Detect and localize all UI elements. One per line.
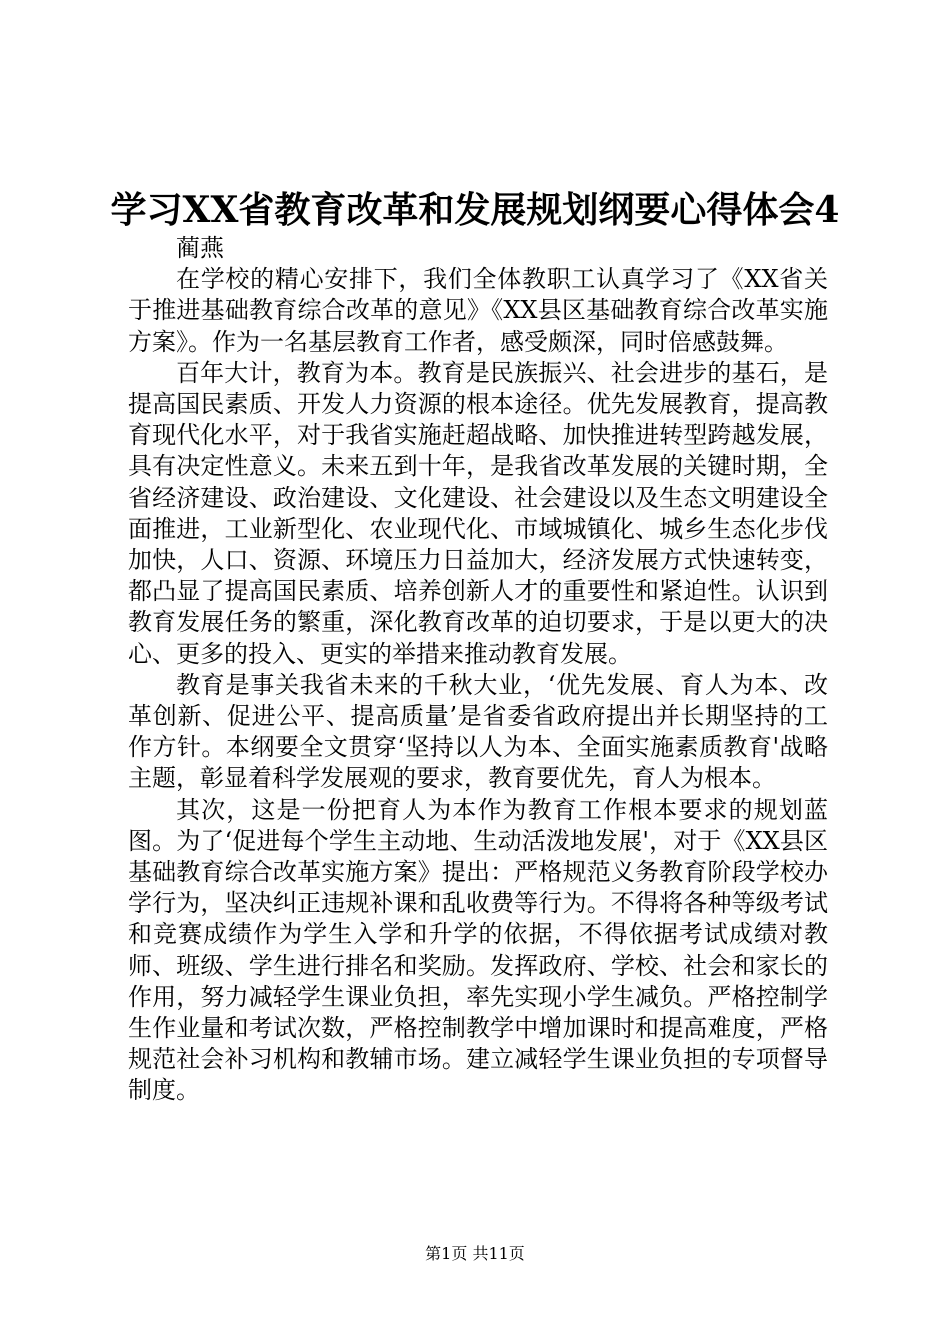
page-footer: 第1页 共11页 [425,1244,525,1263]
paragraph-2: 百年大计，教育为本。教育是民族振兴、社会进步的基石，是提高国民素质、开发人力资源的根本途径。优先发展教育，提高教育现代化水平，对于我省实施赶超战略、加快推进转型跨越发展，具有决定性意义。未来五到十年，是我省改革发展的关键时期，全省经济建设、政治建设、文化建设、社会建设以及生态文明建设全面推进，工业新型化、农业现代化、市域城镇化、城乡生态化步伐加快，人口、资源、环境压力日益加大，经济发展方式快速转变，都凸显了提高国民素质、培养创新人才的重要性和紧迫性。认识到教育发展任务的繁重，深化教育改革的迫切要求，于是以更大的决心、更多的投入、更实的举措来推动教育发展。 [128,358,828,668]
paragraph-4: 其次，这是一份把育人为本作为教育工作根本要求的规划蓝图。为了‘促进每个学生主动地、生动活泼地发展'，对于《XX县区基础教育综合改革实施方案》提出：严格规范义务教育阶段学校办学行为，坚决纠正违规补课和乱收费等行为。不得将各种等级考试和竞赛成绩作为学生入学和升学的依据，不得依据考试成绩对教师、班级、学生进行排名和奖励。发挥政府、学校、社会和家长的作用，努力减轻学生课业负担，率先实现小学生减负。严格控制学生作业量和考试次数，严格控制教学中增加课时和提高难度，严格规范社会补习机构和教辅市场。建立减轻学生课业负担的专项督导制度。 [128,795,828,1105]
paragraph-3: 教育是事关我省未来的千秋大业，‘优先发展、育人为本、改革创新、促进公平、提高质量’是省委省政府提出并长期坚持的工作方针。本纲要全文贯穿‘坚持以人为本、全面实施素质教育'战略主题，彰显着科学发展观的要求，教育要优先，育人为根本。 [128,670,828,793]
document-title: 学习XX省教育改革和发展规划纲要心得体会4 [110,189,840,231]
document-body [128,233,828,1107]
author-name: 蔺燕 [176,234,224,262]
paragraph-1: 在学校的精心安排下，我们全体教职工认真学习了《XX省关于推进基础教育综合改革的意见》《XX县区基础教育综合改革实施方案》。作为一名基层教育工作者，感受颇深，同时倍感鼓舞。 [128,265,828,356]
